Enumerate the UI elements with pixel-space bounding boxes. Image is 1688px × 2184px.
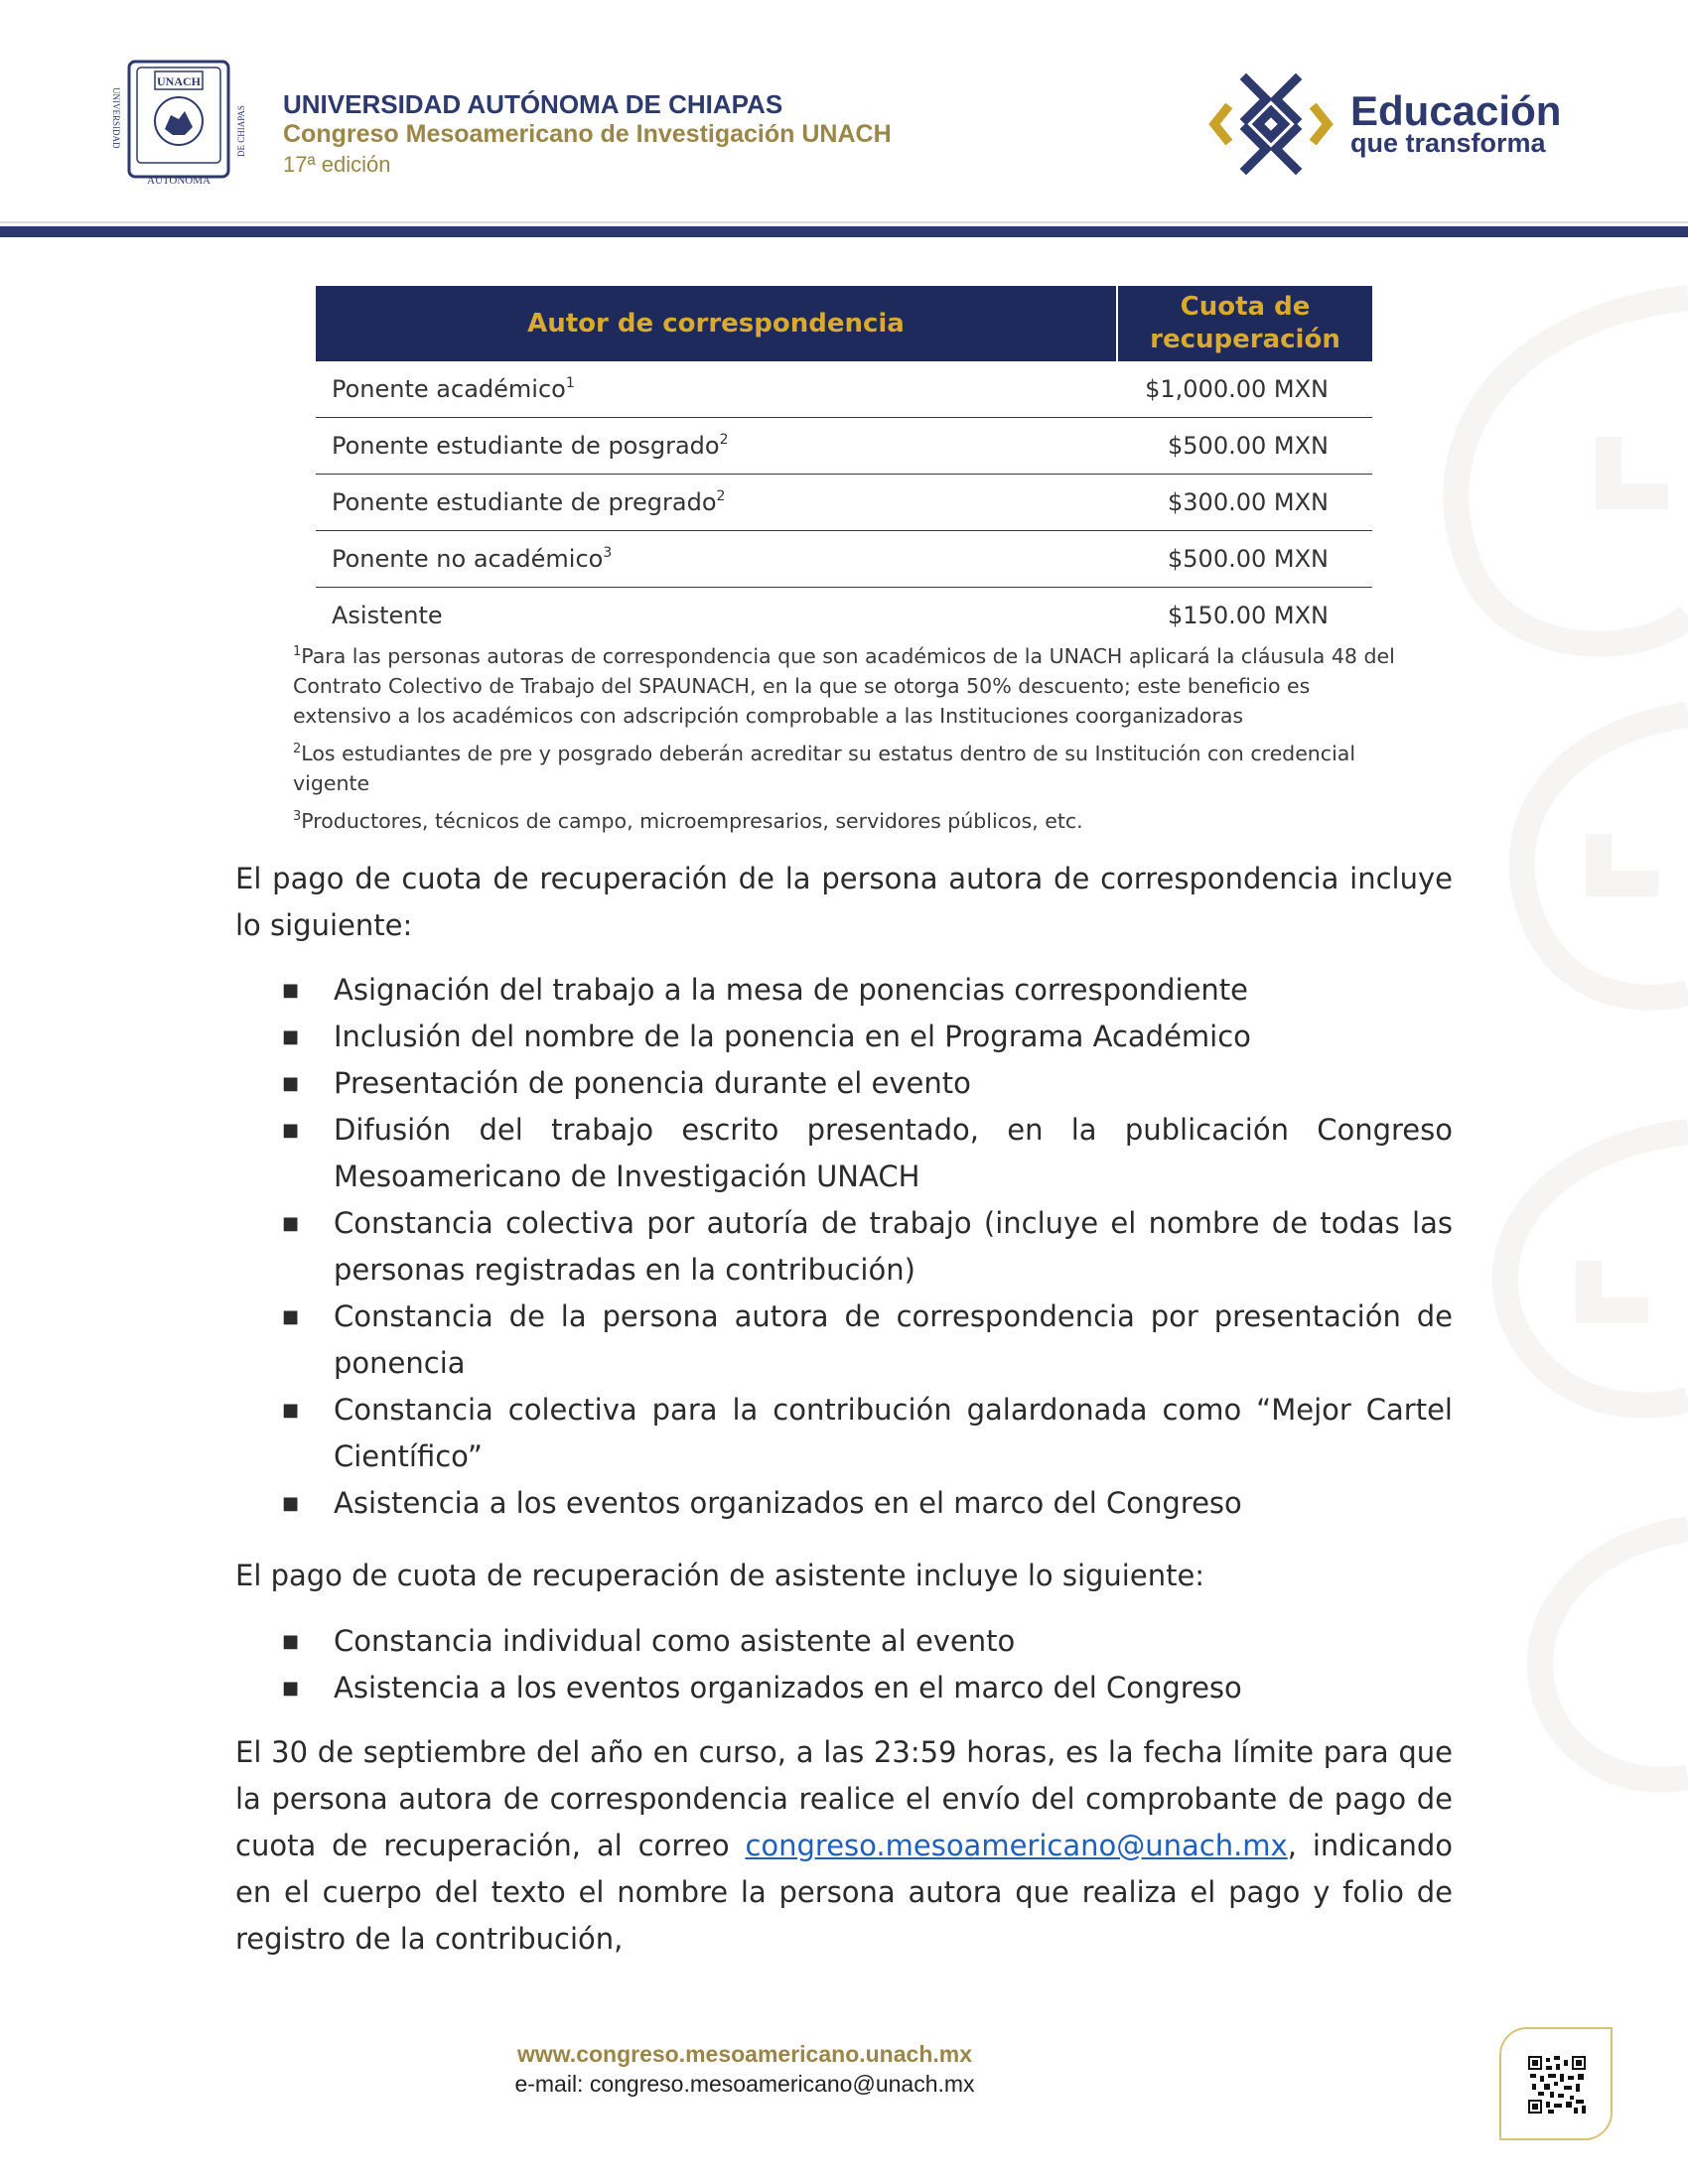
list-item: ■ Constancia de la persona autora de correspondencia por presentación de ponencia bbox=[235, 1294, 1453, 1387]
bullet-icon: ■ bbox=[282, 980, 300, 1001]
paragraph-author-payment: El pago de cuota de recuperación de la persona autora de correspondencia incluye lo siguiente: bbox=[235, 862, 1453, 942]
table-row bbox=[316, 418, 1372, 475]
qr-code-icon bbox=[1528, 2056, 1586, 2114]
bullet-icon: ■ bbox=[282, 1213, 300, 1234]
bullet-icon: ■ bbox=[282, 1120, 300, 1141]
congress-name: Congreso Mesoamericano de Investigación UNACH bbox=[283, 120, 892, 148]
paragraph-deadline: El 30 de septiembre del año en curso, a las 23:59 horas, es la fecha límite para que la persona autora de correspondencia realice el envío del comprobante de pago de cuota de recuperación, al correo congreso.mesoamericano@unach.mx, indicando en el cuerpo del texto el nombre la persona autora que realiza el pago y folio de registro de la contribución, bbox=[235, 1735, 1453, 1956]
row-label: Ponente estudiante de posgrado$^2$ bbox=[332, 432, 729, 460]
row-fee: $500.00 MXN bbox=[1168, 545, 1329, 573]
svg-text:UNACH: UNACH bbox=[157, 74, 201, 88]
list-item: ■ Presentación de ponencia durante el evento bbox=[235, 1060, 1453, 1107]
attendee-benefits-list bbox=[235, 1618, 1453, 1711]
row-fee: $500.00 MXN bbox=[1168, 432, 1329, 460]
paragraph-attendee-payment: El pago de cuota de recuperación de asistente incluye lo siguiente: bbox=[235, 1559, 1205, 1592]
svg-text:AUTONOMA: AUTONOMA bbox=[147, 175, 211, 187]
educacion-logo-icon bbox=[1206, 60, 1336, 189]
bullet-icon: ■ bbox=[282, 1493, 300, 1514]
header-divider bbox=[0, 226, 1688, 237]
row-label: Asistente bbox=[332, 602, 443, 629]
row-fee: $150.00 MXN bbox=[1168, 602, 1329, 629]
list-item: ■ Constancia colectiva para la contribución galardonada como “Mejor Cartel Científico” bbox=[235, 1387, 1453, 1480]
table-footnotes bbox=[293, 641, 1395, 844]
brand-title: Educación bbox=[1350, 87, 1562, 134]
list-item: ■ Difusión del trabajo escrito presentado, en la publicación Congreso Mesoamericano de Investigación UNACH bbox=[235, 1107, 1453, 1200]
svg-text:UNIVERSIDAD: UNIVERSIDAD bbox=[111, 87, 121, 149]
bullet-icon: ■ bbox=[282, 1026, 300, 1047]
table-row bbox=[316, 588, 1372, 643]
edition-label: 17ª edición bbox=[283, 152, 391, 177]
list-item: ■ Asistencia a los eventos organizados en el marco del Congreso bbox=[235, 1665, 1453, 1711]
educacion-brand-text bbox=[1350, 89, 1561, 157]
brand-subtitle: que transforma bbox=[1350, 128, 1546, 158]
list-item: ■ Asistencia a los eventos organizados en el marco del Congreso bbox=[235, 1480, 1453, 1527]
unach-seal-icon bbox=[99, 58, 258, 187]
fee-table-header bbox=[316, 286, 1372, 361]
row-fee: $300.00 MXN bbox=[1168, 488, 1329, 516]
row-label: Ponente estudiante de pregrado$^2$ bbox=[332, 488, 726, 516]
table-row bbox=[316, 475, 1372, 531]
bullet-icon: ■ bbox=[282, 1400, 300, 1421]
author-benefits-list bbox=[235, 967, 1453, 1527]
table-row bbox=[316, 361, 1372, 418]
qr-frame bbox=[1499, 2027, 1613, 2140]
bullet-icon: ■ bbox=[282, 1306, 300, 1327]
fee-table bbox=[316, 286, 1372, 643]
email-link[interactable]: congreso.mesoamericano@unach.mx bbox=[745, 1829, 1288, 1862]
row-fee: $1,000.00 MXN bbox=[1145, 375, 1329, 403]
bullet-icon: ■ bbox=[282, 1073, 300, 1094]
column-header-fee: Cuota de recuperación bbox=[1118, 286, 1372, 361]
list-item: ■ Constancia colectiva por autoría de trabajo (incluye el nombre de todas las personas registradas en la contribución) bbox=[235, 1200, 1453, 1294]
row-label: Ponente académico$^1$ bbox=[332, 375, 575, 403]
list-item: ■ Asignación del trabajo a la mesa de ponencias correspondiente bbox=[235, 967, 1453, 1014]
svg-text:DE CHIAPAS: DE CHIAPAS bbox=[236, 105, 246, 157]
list-item: ■ Inclusión del nombre de la ponencia en el Programa Académico bbox=[235, 1014, 1453, 1060]
list-item: ■ Constancia individual como asistente al evento bbox=[235, 1618, 1453, 1665]
column-header-author: Autor de correspondencia bbox=[316, 286, 1116, 361]
header-divider-thin bbox=[0, 221, 1688, 223]
table-row bbox=[316, 531, 1372, 588]
university-name: UNIVERSIDAD AUTÓNOMA DE CHIAPAS bbox=[283, 89, 783, 119]
page-footer bbox=[0, 2039, 1489, 2099]
footer-website[interactable]: www.congreso.mesoamericano.unach.mx bbox=[516, 2041, 972, 2067]
footnote: $^3$Productores, técnicos de campo, microempresarios, servidores públicos, etc. bbox=[293, 809, 1083, 833]
header-titles bbox=[283, 89, 892, 181]
bullet-icon: ■ bbox=[282, 1678, 300, 1699]
footnote: $^1$Para las personas autoras de correspondencia que son académicos de la UNACH aplicará la cláusula 48 del Contrato Colectivo de Trabajo del SPAUNACH, en la que se otorga 50% descuento; este beneficio es extensivo a los académicos con adscripción comprobable a las Instituciones coorganizadoras bbox=[293, 644, 1395, 728]
footnote: $^2$Los estudiantes de pre y posgrado deberán acreditar su estatus dentro de su Institución con credencial vigente bbox=[293, 742, 1356, 795]
footer-email[interactable]: e-mail: congreso.mesoamericano@unach.mx bbox=[514, 2071, 975, 2097]
row-label: Ponente no académico$^3$ bbox=[332, 545, 613, 573]
bullet-icon: ■ bbox=[282, 1631, 300, 1652]
